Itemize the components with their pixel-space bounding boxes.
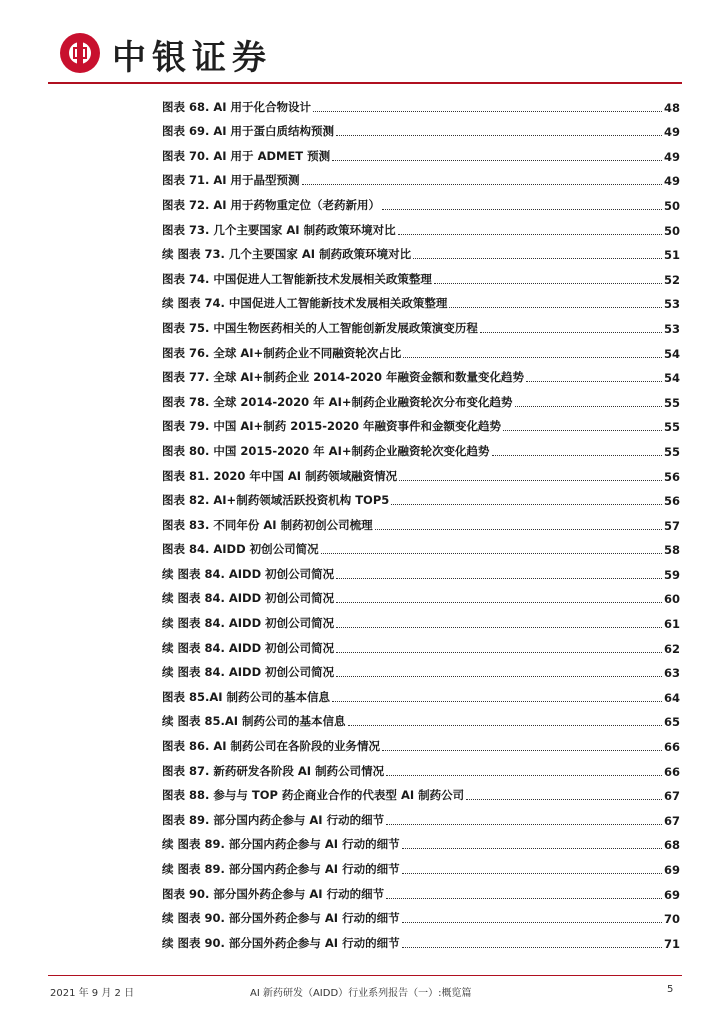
toc-entry-page: 70 — [663, 912, 680, 927]
toc-dot-leader — [399, 480, 662, 481]
toc-entry[interactable] — [162, 557, 680, 582]
toc-dot-leader — [336, 135, 662, 136]
toc-dot-leader — [402, 947, 662, 948]
toc-entry-page: 53 — [663, 321, 680, 336]
toc-entry-page: 69 — [663, 863, 680, 877]
toc-entry[interactable] — [162, 385, 680, 410]
toc-entry-label: 续 图表 90. 部分国外药企参与 AI 行动的细节 — [162, 911, 400, 926]
brand-name: 中银证券 — [112, 38, 272, 78]
toc-entry-page: 58 — [663, 543, 680, 558]
toc-dot-leader — [515, 406, 662, 407]
toc-dot-leader — [336, 578, 662, 579]
toc-entry-label: 续 图表 84. AIDD 初创公司简况 — [162, 616, 335, 631]
toc-entry-page: 48 — [663, 100, 680, 115]
toc-entry-label: 图表 90. 部分国外药企参与 AI 行动的细节 — [162, 886, 385, 901]
toc-entry[interactable] — [162, 779, 680, 804]
toc-entry-page: 57 — [663, 518, 680, 533]
toc-dot-leader — [413, 258, 662, 259]
toc-entry[interactable] — [162, 508, 680, 533]
toc-dot-leader — [386, 775, 662, 776]
toc-entry[interactable] — [162, 631, 680, 656]
toc-entry[interactable] — [162, 729, 680, 754]
toc-dot-leader — [403, 357, 662, 358]
toc-entry[interactable] — [162, 582, 680, 607]
toc-entry[interactable] — [162, 877, 680, 902]
toc-entry[interactable] — [162, 606, 680, 631]
toc-entry[interactable] — [162, 434, 680, 459]
toc-entry-label: 图表 77. 全球 AI+制药企业 2014-2020 年融资金额和数量变化趋势 — [162, 370, 524, 385]
toc-entry[interactable] — [162, 533, 680, 558]
toc-entry[interactable] — [162, 902, 680, 927]
toc-dot-leader — [332, 160, 662, 161]
footer-date: 2021 年 9 月 2 日 — [50, 988, 135, 999]
toc-dot-leader — [402, 873, 662, 874]
toc-entry-label: 图表 83. 不同年份 AI 制药初创公司梳理 — [162, 517, 373, 532]
toc-entry-page: 54 — [663, 346, 680, 361]
toc-entry-page: 49 — [663, 174, 680, 189]
toc-entry-page: 64 — [663, 690, 680, 705]
toc-dot-leader — [386, 898, 662, 899]
toc-dot-leader — [386, 824, 662, 825]
toc-entry[interactable] — [162, 484, 680, 509]
toc-entry-page: 55 — [663, 444, 680, 459]
toc-entry-page: 56 — [663, 494, 680, 509]
toc-dot-leader — [336, 627, 662, 628]
toc-entry[interactable] — [162, 705, 680, 730]
footer-report-title: AI 新药研发（AIDD）行业系列报告（一）:概览篇 — [250, 988, 472, 999]
toc-dot-leader — [434, 283, 662, 284]
toc-entry-label: 图表 74. 中国促进人工智能新技术发展相关政策整理 — [162, 271, 432, 286]
toc-entry-label: 图表 73. 几个主要国家 AI 制药政策环境对比 — [162, 222, 396, 237]
toc-dot-leader — [348, 725, 662, 726]
toc-entry[interactable] — [162, 926, 680, 951]
toc-entry[interactable] — [162, 852, 680, 877]
toc-dot-leader — [492, 455, 662, 456]
toc-entry-label: 图表 85.AI 制药公司的基本信息 — [162, 689, 331, 704]
toc-entry[interactable] — [162, 213, 680, 238]
toc-dot-leader — [336, 676, 662, 677]
toc-entry-label: 续 图表 84. AIDD 初创公司简况 — [162, 665, 335, 680]
toc-dot-leader — [391, 504, 662, 505]
toc-entry[interactable] — [162, 238, 680, 263]
toc-entry-label: 续 图表 84. AIDD 初创公司简况 — [162, 640, 335, 655]
toc-entry-label: 续 图表 73. 几个主要国家 AI 制药政策环境对比 — [162, 247, 412, 262]
toc-entry-page: 62 — [663, 641, 680, 656]
toc-dot-leader — [402, 922, 662, 923]
toc-entry-page: 68 — [663, 838, 680, 853]
toc-entry-page: 59 — [663, 567, 680, 582]
toc-entry-page: 66 — [663, 740, 680, 755]
footer-divider — [48, 975, 682, 976]
toc-entry-label: 图表 84. AIDD 初创公司简况 — [162, 542, 319, 557]
toc-entry-label: 续 图表 90. 部分国外药企参与 AI 行动的细节 — [162, 935, 400, 950]
toc-entry-page: 69 — [663, 887, 680, 902]
toc-entry-label: 图表 86. AI 制药公司在各阶段的业务情况 — [162, 739, 381, 754]
toc-entry-label: 图表 79. 中国 AI+制药 2015-2020 年融资事件和金额变化趋势 — [162, 419, 501, 434]
toc-entry[interactable] — [162, 410, 680, 435]
toc-entry-label: 图表 76. 全球 AI+制药企业不同融资轮次占比 — [162, 345, 402, 360]
bank-of-china-logo-icon — [60, 33, 100, 73]
toc-entry[interactable] — [162, 828, 680, 853]
toc-entry-label: 续 图表 85.AI 制药公司的基本信息 — [162, 714, 346, 729]
figure-index-list — [162, 90, 680, 951]
toc-entry-label: 图表 81. 2020 年中国 AI 制药领域融资情况 — [162, 468, 398, 483]
toc-dot-leader — [466, 799, 662, 800]
toc-entry-page: 66 — [663, 764, 680, 779]
toc-entry-page: 55 — [663, 420, 680, 435]
toc-entry[interactable] — [162, 459, 680, 484]
toc-dot-leader — [302, 184, 662, 185]
page-header — [0, 0, 724, 84]
toc-dot-leader — [503, 430, 662, 431]
toc-entry[interactable] — [162, 115, 680, 140]
toc-dot-leader — [398, 234, 662, 235]
toc-entry-label: 图表 68. AI 用于化合物设计 — [162, 99, 312, 114]
toc-entry-label: 图表 78. 全球 2014-2020 年 AI+制药企业融资轮次分布变化趋势 — [162, 394, 513, 409]
toc-entry-label: 图表 87. 新药研发各阶段 AI 制药公司情况 — [162, 763, 385, 778]
toc-entry-page: 50 — [663, 198, 680, 213]
toc-entry[interactable] — [162, 311, 680, 336]
toc-entry[interactable] — [162, 262, 680, 287]
toc-entry-label: 续 图表 89. 部分国内药企参与 AI 行动的细节 — [162, 862, 400, 876]
toc-entry-page: 71 — [663, 936, 680, 951]
toc-entry-page: 55 — [663, 395, 680, 410]
toc-dot-leader — [402, 848, 662, 849]
toc-entry[interactable] — [162, 680, 680, 705]
toc-entry-label: 续 图表 84. AIDD 初创公司简况 — [162, 591, 335, 606]
toc-entry-page: 60 — [663, 592, 680, 607]
toc-entry-label: 续 图表 84. AIDD 初创公司简况 — [162, 566, 335, 581]
toc-entry-label: 图表 71. AI 用于晶型预测 — [162, 173, 300, 188]
toc-dot-leader — [480, 332, 662, 333]
toc-entry-label: 图表 82. AI+制药领域活跃投资机构 TOP5 — [162, 493, 390, 508]
footer-page-number: 5 — [667, 984, 674, 995]
toc-entry-label: 图表 80. 中国 2015-2020 年 AI+制药企业融资轮次变化趋势 — [162, 443, 490, 458]
toc-entry-label: 图表 89. 部分国内药企参与 AI 行动的细节 — [162, 812, 385, 827]
toc-entry-page: 50 — [663, 223, 680, 238]
toc-entry-page: 61 — [663, 617, 680, 632]
toc-entry-label: 图表 75. 中国生物医药相关的人工智能创新发展政策演变历程 — [162, 320, 478, 335]
toc-entry-page: 56 — [663, 469, 680, 484]
toc-entry-page: 52 — [663, 272, 680, 287]
toc-entry-page: 67 — [663, 813, 680, 828]
toc-entry[interactable] — [162, 803, 680, 828]
toc-dot-leader — [336, 652, 662, 653]
toc-dot-leader — [332, 701, 662, 702]
toc-entry-page: 53 — [663, 297, 680, 312]
toc-dot-leader — [336, 602, 662, 603]
toc-dot-leader — [321, 553, 662, 554]
toc-entry-label: 图表 88. 参与与 TOP 药企商业合作的代表型 AI 制药公司 — [162, 788, 465, 803]
toc-entry-page: 49 — [663, 125, 680, 140]
toc-entry[interactable] — [162, 754, 680, 779]
toc-entry[interactable] — [162, 336, 680, 361]
toc-entry[interactable] — [162, 188, 680, 213]
toc-entry-label: 续 图表 89. 部分国内药企参与 AI 行动的细节 — [162, 837, 400, 852]
toc-entry-label: 图表 70. AI 用于 ADMET 预测 — [162, 148, 331, 163]
toc-entry[interactable] — [162, 164, 680, 189]
toc-dot-leader — [526, 381, 662, 382]
toc-entry[interactable] — [162, 361, 680, 386]
toc-entry-label: 续 图表 74. 中国促进人工智能新技术发展相关政策整理 — [162, 296, 448, 311]
toc-entry[interactable] — [162, 287, 680, 312]
toc-entry[interactable] — [162, 139, 680, 164]
toc-entry-page: 51 — [663, 248, 680, 263]
header-divider — [48, 82, 682, 84]
toc-dot-leader — [382, 750, 662, 751]
toc-dot-leader — [375, 529, 662, 530]
toc-dot-leader — [449, 307, 662, 308]
toc-entry-page: 54 — [663, 371, 680, 386]
toc-entry-page: 65 — [663, 715, 680, 730]
toc-dot-leader — [382, 209, 662, 210]
toc-entry-label: 图表 69. AI 用于蛋白质结构预测 — [162, 124, 335, 139]
toc-entry-label: 图表 72. AI 用于药物重定位（老药新用） — [162, 197, 381, 212]
toc-entry-page: 63 — [663, 666, 680, 681]
toc-dot-leader — [313, 111, 662, 112]
toc-entry-page: 49 — [663, 149, 680, 164]
toc-entry[interactable] — [162, 656, 680, 681]
toc-entry[interactable] — [162, 90, 680, 115]
toc-entry-page: 67 — [663, 789, 680, 804]
